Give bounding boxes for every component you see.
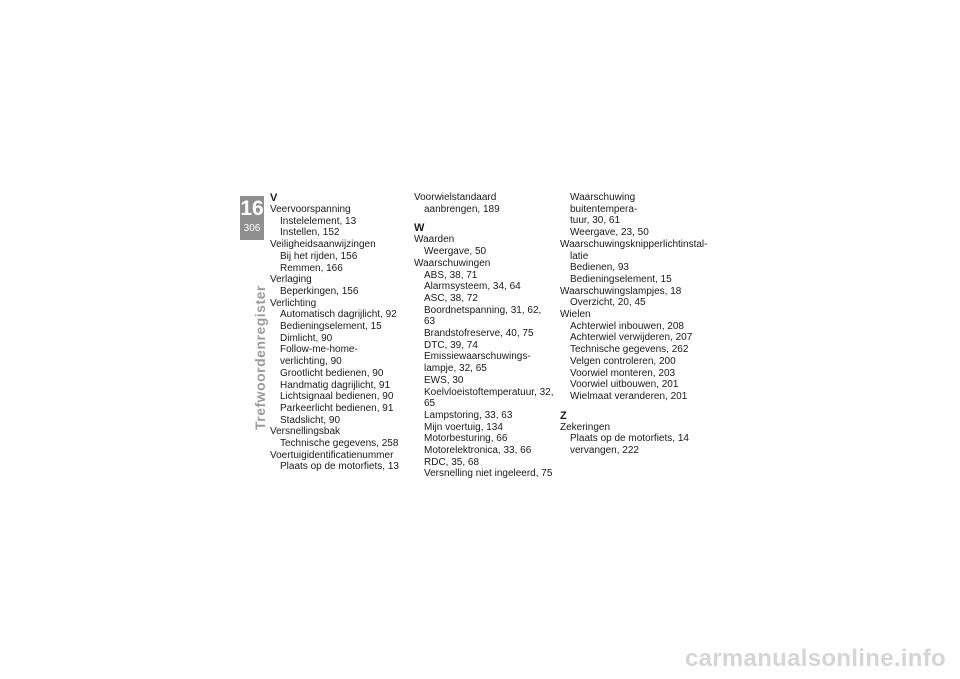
index-subentry: Plaats op de motorfiets, 14 <box>570 433 689 445</box>
index-subentry: Weergave, 23, 50 <box>570 227 649 239</box>
index-subentry: Technische gegevens, 262 <box>570 344 689 356</box>
index-subentry: Parkeerlicht bedienen, 91 <box>280 402 394 414</box>
index-subentry: Voorwiel uitbouwen, 201 <box>570 379 679 391</box>
index-letter: V <box>270 192 278 204</box>
index-subentry: ASC, 38, 72 <box>424 292 478 304</box>
index-term: Waarschuwingen <box>414 257 491 269</box>
index-subentry: 65 <box>424 398 436 410</box>
index-subentry: lampje, 32, 65 <box>424 363 487 375</box>
index-subentry: Lichtsignaal bedienen, 90 <box>280 391 394 403</box>
index-subentry: DTC, 39, 74 <box>424 339 478 351</box>
index-subentry: Bij het rijden, 156 <box>280 250 358 262</box>
chapter-number: 16 <box>240 197 264 220</box>
index-subentry: EWS, 30 <box>424 374 464 386</box>
index-subentry: Voorwiel monteren, 203 <box>570 367 676 379</box>
index-subentry: Dimlicht, 90 <box>280 332 333 344</box>
index-subentry: Handmatig dagrijlicht, 91 <box>280 379 391 391</box>
index-subentry: Motorbesturing, 66 <box>424 433 508 445</box>
index-term-continued: latie <box>570 250 589 262</box>
index-term: Voertuigidentificatienummer <box>270 449 394 461</box>
index-subentry: Stadslicht, 90 <box>280 414 341 426</box>
section-title: Trefwoordenregister <box>252 285 268 430</box>
index-term: Waarden <box>414 234 455 246</box>
index-subentry: Weergave, 50 <box>424 246 487 258</box>
index-subentry: Boordnetspanning, 31, 62, 63 <box>424 304 542 328</box>
index-term: Veervoorspanning <box>270 204 351 215</box>
index-subentry: Lampstoring, 33, 63 <box>424 409 513 421</box>
index-subentry: Versnelling niet ingeleerd, 75 <box>424 468 553 480</box>
index-subentry: Motorelektronica, 33, 66 <box>424 445 532 457</box>
index-subentry: Follow-me-home- <box>280 344 358 356</box>
index-subentry: Plaats op de motorfiets, 13 <box>280 461 399 473</box>
index-column-2 <box>414 192 554 480</box>
index-subentry: Brandstofreserve, 40, 75 <box>424 328 534 340</box>
index-subentry: Instelelement, 13 <box>280 215 357 227</box>
index-subentry: Alarmsysteem, 34, 64 <box>424 281 521 293</box>
index-subentry: RDC, 35, 68 <box>424 456 480 468</box>
index-subentry: Bedienen, 93 <box>570 262 629 274</box>
index-letter: Z <box>560 409 567 422</box>
index-term: Veiligheidsaanwijzingen <box>270 239 376 251</box>
index-subentry: Instellen, 152 <box>280 227 340 239</box>
index-term: Voorwielstandaard <box>414 192 497 203</box>
index-subentry: Overzicht, 20, 45 <box>570 297 646 309</box>
index-subentry: Mijn voertuig, 134 <box>424 421 503 433</box>
index-subentry: Koelvloeistoftemperatuur, 32, <box>424 386 554 398</box>
index-term: Versnellingsbak <box>270 426 341 438</box>
index-term: Waarschuwingsknipperlichtinstal- <box>560 238 708 250</box>
index-subentry: tuur, 30, 61 <box>570 215 621 227</box>
index-subentry: Achterwiel inbouwen, 208 <box>570 320 684 332</box>
index-subentry: ABS, 38, 71 <box>424 269 478 281</box>
index-subentry: Waarschuwing buitentempera- <box>570 192 638 215</box>
index-term: Waarschuwingslampjes, 18 <box>560 285 682 297</box>
index-term: Verlichting <box>270 297 317 309</box>
page-number: 306 <box>243 223 261 234</box>
index-subentry: Automatisch dagrijlicht, 92 <box>280 309 397 321</box>
index-subentry: Grootlicht bedienen, 90 <box>280 367 384 379</box>
index-term: Wielen <box>560 309 591 321</box>
index-subentry: Wielmaat veranderen, 201 <box>570 390 688 402</box>
index-term: Zekeringen <box>560 421 611 433</box>
index-subentry: aanbrengen, 189 <box>424 203 500 215</box>
index-subentry: Beperkingen, 156 <box>280 285 359 297</box>
index-column-3 <box>560 192 708 457</box>
index-subentry: vervangen, 222 <box>570 445 639 457</box>
index-term: Verlaging <box>270 274 312 286</box>
index-subentry: Technische gegevens, 258 <box>280 438 399 450</box>
index-subentry: Achterwiel verwijderen, 207 <box>570 332 693 344</box>
watermark-text: carmanualsonline.info <box>684 645 946 672</box>
index-subentry: Remmen, 166 <box>280 262 343 274</box>
index-subentry: Bedieningselement, 15 <box>570 273 672 285</box>
index-subentry: Emissiewaarschuwings- <box>424 351 531 363</box>
index-subentry: Bedieningselement, 15 <box>280 321 382 333</box>
index-subentry: verlichting, 90 <box>280 356 342 368</box>
index-column-1 <box>270 192 410 473</box>
index-subentry: Velgen controleren, 200 <box>570 355 676 367</box>
index-letter: W <box>414 222 425 235</box>
